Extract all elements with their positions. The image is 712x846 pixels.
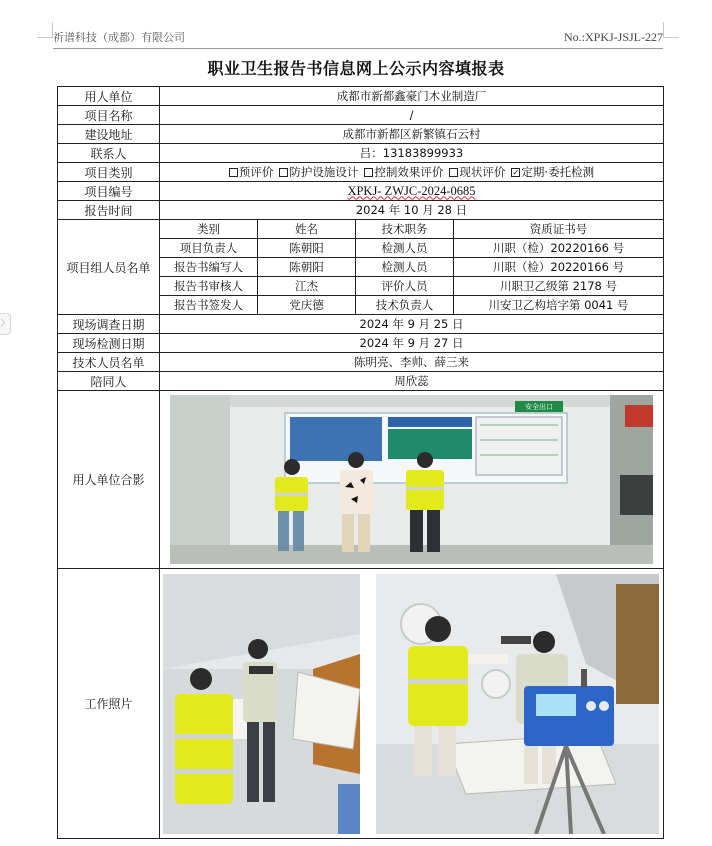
document-number: No.:XPKJ-JSJL-227 (563, 30, 663, 44)
tech-staff-label: 技术人员名单 (58, 353, 160, 372)
project-no-value (160, 182, 664, 201)
row-address (58, 125, 664, 144)
team-cell: 川职卫乙级第 2178 号 (454, 277, 664, 296)
exit-sign-text: 安全出口 (525, 403, 553, 411)
team-cell: 检测人员 (356, 258, 454, 277)
row-project-no (58, 182, 664, 201)
employer-value: 成都市新都鑫豪门木业制造厂 (160, 87, 664, 106)
row-escort (58, 372, 664, 391)
category-option-label: 定期·委托检测 (521, 165, 595, 179)
team-cell: 川安卫乙构培字第 0041 号 (454, 296, 664, 315)
team-label: 项目组人员名单 (58, 220, 160, 315)
row-tech-staff (58, 353, 664, 372)
contact-value: 吕：13183899933 (160, 144, 664, 163)
team-header-title: 技术职务 (356, 220, 454, 239)
team-cell: 项目负责人 (160, 239, 258, 258)
row-project-name (58, 106, 664, 125)
category-option[interactable] (364, 164, 443, 180)
row-report-date (58, 201, 664, 220)
work-photo-left (163, 574, 360, 834)
group-photo-label: 用人单位合影 (58, 391, 160, 569)
checkbox-icon[interactable] (279, 168, 288, 177)
project-name-label: 项目名称 (58, 106, 160, 125)
team-cell: 陈朝阳 (258, 258, 356, 277)
category-option[interactable] (449, 164, 505, 180)
category-option-label: 防护设施设计 (289, 165, 359, 179)
test-date-value: 2024 年 9 月 27 日 (160, 334, 664, 353)
category-option[interactable] (229, 164, 274, 180)
row-survey-date (58, 315, 664, 334)
group-photo (170, 395, 653, 564)
work-photos-cell (160, 569, 664, 839)
team-cell: 评价人员 (356, 277, 454, 296)
project-no-text: XPKJ- ZWJC-2024-0685 (347, 183, 476, 198)
row-employer (58, 87, 664, 106)
checkbox-icon[interactable] (449, 168, 458, 177)
group-photo-cell (160, 391, 664, 569)
row-category (58, 163, 664, 182)
team-cell: 党庆德 (258, 296, 356, 315)
team-cell: 检测人员 (356, 239, 454, 258)
team-header-row (58, 220, 664, 239)
escort-value: 周欣蕊 (160, 372, 664, 391)
survey-date-value: 2024 年 9 月 25 日 (160, 315, 664, 334)
work-photo-right (376, 574, 659, 834)
team-header-name: 姓名 (258, 220, 356, 239)
team-cell: 川职（检）20220166 号 (454, 258, 664, 277)
crop-mark-right (663, 37, 679, 38)
category-label: 项目类别 (58, 163, 160, 182)
team-header-cert: 资质证书号 (454, 220, 664, 239)
report-date-label: 报告时间 (58, 201, 160, 220)
address-label: 建设地址 (58, 125, 160, 144)
test-date-label: 现场检测日期 (58, 334, 160, 353)
category-option[interactable] (279, 164, 358, 180)
team-cell: 报告书审核人 (160, 277, 258, 296)
team-cell: 技术负责人 (356, 296, 454, 315)
contact-label: 联系人 (58, 144, 160, 163)
row-test-date (58, 334, 664, 353)
checkbox-icon[interactable] (229, 168, 238, 177)
category-option-label: 现状评价 (459, 165, 506, 179)
project-no-label: 项目编号 (58, 182, 160, 201)
team-cell: 陈朝阳 (258, 239, 356, 258)
employer-label: 用人单位 (58, 87, 160, 106)
crop-mark-left (37, 37, 53, 38)
category-options (160, 163, 664, 182)
work-photo-label: 工作照片 (58, 569, 160, 839)
page-header (53, 27, 663, 49)
side-panel-toggle[interactable]: 〉 (0, 313, 11, 335)
checked-checkbox-icon[interactable]: ✓ (512, 167, 520, 177)
survey-date-label: 现场调查日期 (58, 315, 160, 334)
category-option-label: 控制效果评价 (374, 165, 444, 179)
team-cell: 报告书编写人 (160, 258, 258, 277)
checkbox-icon[interactable] (364, 168, 373, 177)
escort-label: 陪同人 (58, 372, 160, 391)
team-cell: 川职（检）20220166 号 (454, 239, 664, 258)
page-title: 职业卫生报告书信息网上公示内容填报表 (207, 59, 505, 78)
category-option-checked[interactable] (511, 164, 594, 180)
team-header-category: 类别 (160, 220, 258, 239)
team-cell: 江杰 (258, 277, 356, 296)
row-contact (58, 144, 664, 163)
address-value: 成都市新都区新繁镇石云村 (160, 125, 664, 144)
project-name-value: / (160, 106, 664, 125)
team-cell: 报告书签发人 (160, 296, 258, 315)
tech-staff-value: 陈明亮、李帅、薛三来 (160, 353, 664, 372)
row-group-photo (58, 391, 664, 569)
report-date-value: 2024 年 10 月 28 日 (160, 201, 664, 220)
report-table (57, 86, 664, 839)
row-work-photos (58, 569, 664, 839)
crop-mark-right-v (663, 22, 664, 38)
category-option-label: 预评价 (238, 165, 274, 179)
company-name: 祈谱科技（成都）有限公司 (53, 31, 185, 44)
